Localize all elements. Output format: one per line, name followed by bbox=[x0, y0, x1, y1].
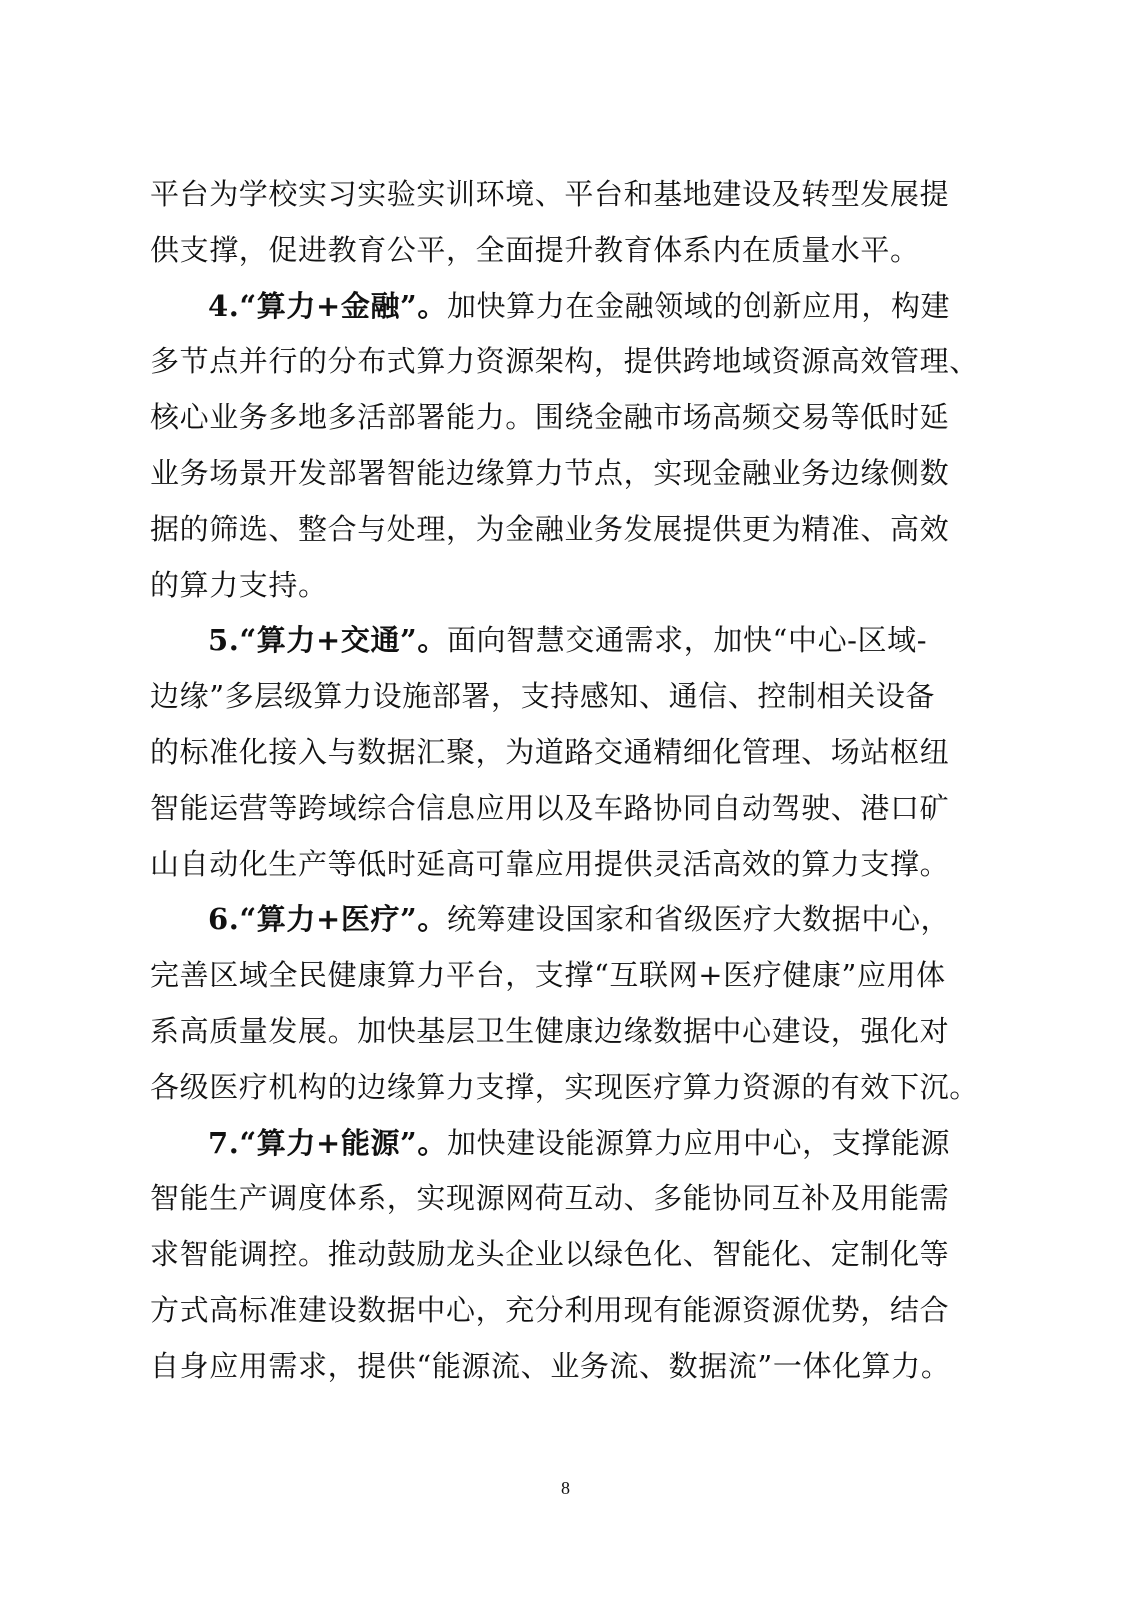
line-text: 平台为学校实习实验实训环境、平台和基地建设及转型发展提 bbox=[150, 177, 950, 211]
section-title: 5.“算力+交通”。 bbox=[208, 623, 447, 658]
line-text: 加快建设能源算力应用中心，支撑能源 bbox=[446, 1125, 951, 1160]
line-text: 各级医疗机构的边缘算力支撑，实现医疗算力资源的有效下沉。 bbox=[150, 1069, 979, 1104]
section-heading-line bbox=[150, 284, 970, 340]
line-text: 业务场景开发部署智能边缘算力节点，实现金融业务边缘侧数 bbox=[150, 455, 950, 490]
section-title: 4.“算力+金融”。 bbox=[208, 288, 447, 323]
text-line bbox=[150, 1288, 970, 1344]
text-line bbox=[150, 786, 970, 842]
line-text: 供支撑，促进教育公平，全面提升教育体系内在质量水平。 bbox=[150, 232, 920, 267]
line-text: 的标准化接入与数据汇聚，为道路交通精细化管理、场站枢纽 bbox=[150, 734, 950, 769]
text-line bbox=[150, 1232, 970, 1288]
line-text: 核心业务多地多活部署能力。围绕金融市场高频交易等低时延 bbox=[150, 400, 950, 435]
text-line bbox=[150, 1176, 970, 1232]
text-line bbox=[150, 507, 970, 563]
line-text: 统筹建设国家和省级医疗大数据中心， bbox=[446, 902, 951, 937]
text-line bbox=[150, 953, 970, 1009]
section-heading-line bbox=[150, 618, 970, 674]
section-title: 7.“算力+能源”。 bbox=[208, 1125, 447, 1160]
text-line bbox=[150, 395, 970, 451]
section-title: 6.“算力+医疗”。 bbox=[208, 902, 447, 937]
text-line bbox=[150, 172, 970, 228]
line-text: 方式高标准建设数据中心，充分利用现有能源资源优势，结合 bbox=[150, 1292, 950, 1327]
line-text: 面向智慧交通需求，加快“中心-区域- bbox=[446, 623, 928, 658]
text-line bbox=[150, 1344, 970, 1400]
body-text bbox=[150, 172, 979, 1400]
line-text: 智能生产调度体系，实现源网荷互动、多能协同互补及用能需 bbox=[150, 1181, 950, 1216]
text-line bbox=[150, 842, 970, 898]
line-text: 智能运营等跨域综合信息应用以及车路协同自动驾驶、港口矿 bbox=[150, 790, 950, 825]
line-text: 山自动化生产等低时延高可靠应用提供灵活高效的算力支撑。 bbox=[150, 846, 950, 881]
page-number: 8 bbox=[561, 1478, 570, 1498]
text-line bbox=[150, 1009, 970, 1065]
text-line bbox=[150, 228, 970, 284]
text-line bbox=[150, 1065, 979, 1121]
text-line bbox=[150, 730, 970, 786]
text-line bbox=[150, 451, 970, 507]
line-text: 自身应用需求，提供“能源流、业务流、数据流”一体化算力。 bbox=[150, 1348, 951, 1383]
section-heading-line bbox=[150, 897, 970, 953]
line-text: 加快算力在金融领域的创新应用，构建 bbox=[446, 288, 951, 323]
line-text: 系高质量发展。加快基层卫生健康边缘数据中心建设，强化对 bbox=[150, 1013, 950, 1048]
line-text: 据的筛选、整合与处理，为金融业务发展提供更为精准、高效 bbox=[150, 511, 950, 546]
text-line bbox=[150, 563, 970, 619]
text-line bbox=[150, 674, 970, 730]
line-text: 多节点并行的分布式算力资源架构，提供跨地域资源高效管理、 bbox=[150, 344, 979, 379]
line-text: 完善区域全民健康算力平台，支撑“互联网+医疗健康”应用体 bbox=[150, 958, 946, 993]
text-line bbox=[150, 339, 979, 395]
section-heading-line bbox=[150, 1121, 970, 1177]
line-text: 的算力支持。 bbox=[150, 567, 328, 602]
line-text: 边缘”多层级算力设施部署，支持感知、通信、控制相关设备 bbox=[150, 679, 936, 714]
line-text: 求智能调控。推动鼓励龙头企业以绿色化、智能化、定制化等 bbox=[150, 1237, 950, 1272]
